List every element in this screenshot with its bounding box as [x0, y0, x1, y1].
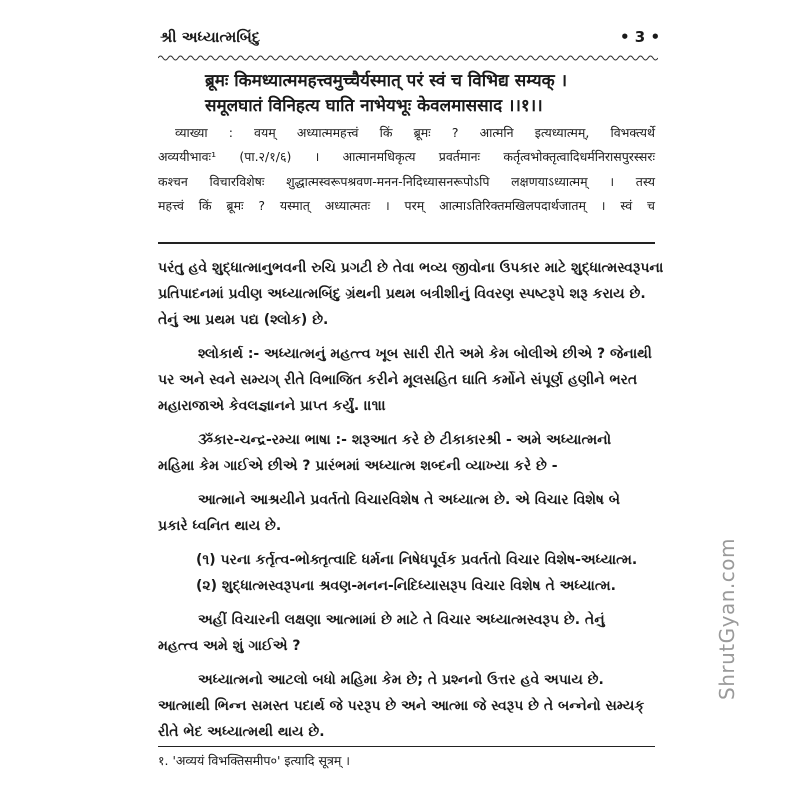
paragraph-line: પ્રતિપાદનમાં પ્રવીણ અધ્યાત્મબિંદુ ગ્રંથની પ્રથમ બત્રીશીનું વિવરણ સ્પષ્ટરૂપે શરૂ કરાય છે.: [158, 286, 646, 302]
page-number: • 3 •: [620, 28, 661, 46]
running-header-title: શ્રી અધ્યાત્મબિંદુ: [160, 28, 261, 46]
commentary-line: व्याख्या : वयम् अध्यात्ममहत्त्वं किं ब्रूमः ? आत्मनि इत्यध्यात्मम्, विभक्त्यर्थे: [175, 125, 655, 140]
section-divider: [158, 242, 655, 244]
verse-line: ब्रूमः किमध्यात्ममहत्त्वमुच्चैर्यस्मात् परं स्वं च विभिद्य सम्यक् ।: [205, 71, 568, 91]
paragraph-line: પરંતુ હવે શુદ્ધાત્માનુભવની રુચિ પ્રગટી છે તેવા ભવ્ય જીવોના ઉપકાર માટે શુદ્ધાત્મસ્વરૂપના: [158, 260, 664, 276]
footnote-divider: [158, 746, 655, 747]
paragraph-line: પર અને સ્વને સમ્યગ્ રીતે વિભાજિત કરીને મૂલસહિત ઘાતિ કર્મોને સંપૂર્ણ હણીને ભરત: [158, 372, 638, 388]
commentary-line: अव्ययीभावः¹ (पा.२/१/६) । आत्मानमधिकृत्य प्रवर्तमानः कर्तृत्वभोक्तृत्वादिधर्मनिरासपुरस्सरः: [158, 149, 655, 164]
watermark: ShrutGyan.com: [715, 538, 739, 700]
paragraph-line: ૐકાર-ચન્દ્ર-રમ્યા ભાષા :- શરૂઆત કરે છે ટીકાકારશ્રી - અમે અધ્યાત્મનો: [198, 432, 612, 448]
commentary-line: महत्त्वं किं ब्रूमः ? यस्मात् अध्यात्मतः । परम् आत्माऽतिरिक्तमखिलपदार्थजातम् । स्वं च: [158, 198, 655, 213]
wavy-divider: [158, 54, 658, 62]
list-item: (૨) શુદ્ધાત્મસ્વરૂપના શ્રવણ-મનન-નિદિધ્યાસરૂપ વિચાર વિશેષ તે અધ્યાત્મ.: [196, 578, 616, 594]
paragraph-line: રીતે ભેદ અધ્યાત્મથી થાય છે.: [158, 724, 325, 740]
paragraph-line: આત્માને આશ્રયીને પ્રવર્તતો વિચારવિશેષ તે અધ્યાત્મ છે. એ વિચાર વિશેષ બે: [198, 492, 621, 508]
paragraph-line: મહત્ત્વ અમે શું ગાઈએ ?: [158, 638, 301, 654]
footnote: १. 'अव्ययं विभक्तिसमीप०' इत्यादि सूत्रम् ।: [158, 753, 351, 768]
paragraph-line: અધ્યાત્મનો આટલો બધો મહિમા કેમ છે; તે પ્રશ્નનો ઉત્તર હવે અપાય છે.: [198, 672, 604, 688]
commentary-line: कश्चन विचारविशेषः शुद्धात्मस्वरूपश्रवण-मनन-निदिध्यासनरूपोऽपि लक्षणयाऽध्यात्मम् । तस्य: [158, 174, 655, 189]
paragraph-line: શ્લોકાર્થ :- અધ્યાત્મનું મહત્ત્વ ખૂબ સારી રીતે અમે કેમ બોલીએ છીએ ? જેનાથી: [198, 346, 652, 362]
paragraph-line: પ્રકારે ધ્વનિત થાય છે.: [158, 518, 282, 534]
paragraph-line: આત્માથી ભિન્ન સમસ્ત પદાર્થ જે પરરૂપ છે અને આત્મા જે સ્વરૂપ છે તે બન્નેનો સમ્યક્: [158, 698, 645, 714]
paragraph-line: મહારાજાએ કેવલજ્ઞાનને પ્રાપ્ત કર્યું. ।।૧।।: [158, 398, 386, 414]
list-item: (૧) પરના કર્તૃત્વ-ભોક્તૃત્વાદિ ધર્મના નિષેધપૂર્વક પ્રવર્તતો વિચાર વિશેષ-અધ્યાત્મ.: [196, 552, 638, 568]
paragraph-line: મહિમા કેમ ગાઈએ છીએ ? પ્રારંભમાં અધ્યાત્મ શબ્દની વ્યાખ્યા કરે છે -: [158, 458, 558, 474]
paragraph-line: તેનું આ પ્રથમ પદ્ય (શ્લોક) છે.: [158, 312, 329, 328]
verse-line: समूलघातं विनिहत्य घाति नाभेयभूः केवलमाससाद ।।१।।: [205, 96, 543, 116]
paragraph-line: અહીં વિચારની લક્ષણા આત્મામાં છે માટે તે વિચાર અધ્યાત્મસ્વરૂપ છે. તેનું: [198, 612, 605, 628]
